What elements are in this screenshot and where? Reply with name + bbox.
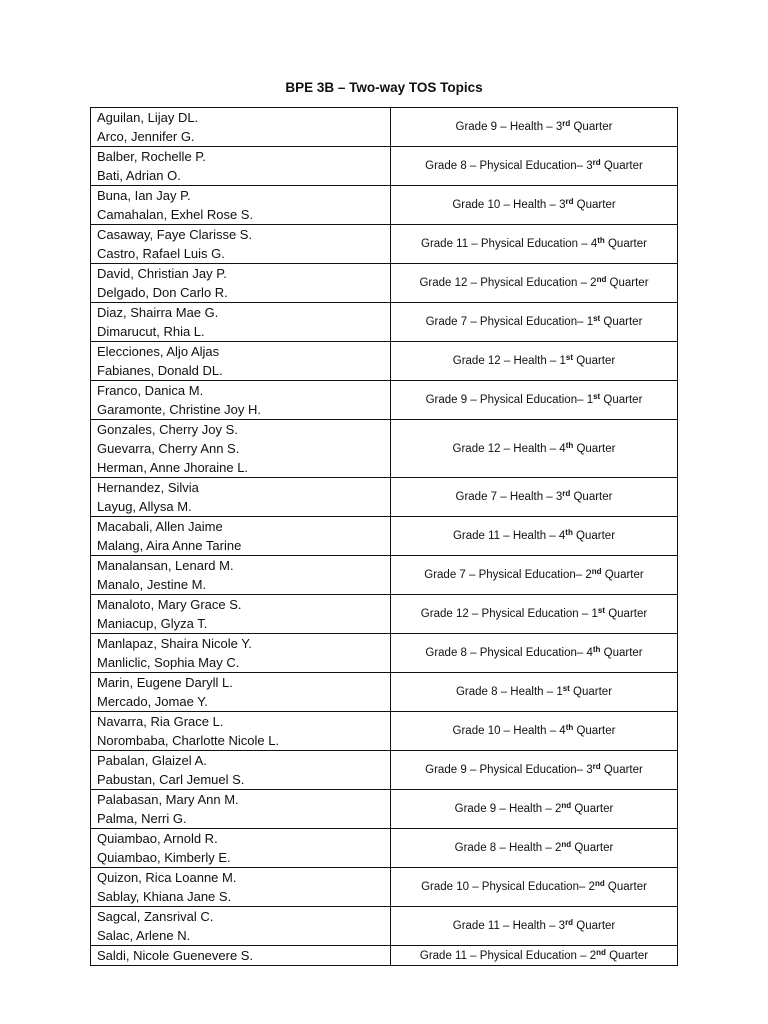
student-name: Delgado, Don Carlo R. [97, 285, 228, 300]
student-name: Quizon, Rica Loanne M. [97, 870, 237, 885]
topic-cell [391, 303, 678, 342]
ordinal-suffix: st [562, 684, 570, 693]
names-cell [91, 108, 391, 147]
ordinal-suffix: nd [596, 275, 607, 284]
table-row [91, 186, 678, 225]
names-cell [91, 342, 391, 381]
student-name: Aguilan, Lijay DL. [97, 110, 199, 125]
ordinal-suffix: nd [594, 879, 605, 888]
table-row [91, 829, 678, 868]
topic-text: Grade 7 – Physical Education– 1 [425, 316, 594, 328]
topic-text: Grade 9 – Physical Education– 3 [425, 764, 593, 776]
topic-cell [391, 420, 678, 478]
names-cell [91, 790, 391, 829]
topic-text: Grade 9 – Health – 3 [455, 121, 563, 133]
quarter-label: Quarter [573, 442, 616, 455]
student-name: Balber, Rochelle P. [97, 149, 206, 164]
table-row [91, 907, 678, 946]
quarter-label: Quarter [604, 881, 647, 893]
ordinal-suffix: nd [561, 840, 572, 849]
quarter-label: Quarter [600, 160, 643, 172]
student-name: Buna, Ian Jay P. [97, 188, 191, 203]
names-cell [91, 225, 391, 264]
topic-text: Grade 8 – Physical Education– 3 [425, 160, 593, 172]
quarter-label: Quarter [571, 803, 614, 815]
names-cell [91, 673, 391, 712]
quarter-label: Quarter [600, 394, 643, 406]
names-cell [91, 907, 391, 946]
student-name: Elecciones, Aljo Aljas [97, 344, 220, 359]
student-name: Fabianes, Donald DL. [97, 363, 223, 378]
topic-cell [391, 342, 678, 381]
student-name: Manliclic, Sophia May C. [97, 655, 240, 670]
ordinal-suffix: st [565, 353, 574, 362]
topic-text: Grade 12 – Physical Education – 2 [419, 277, 597, 289]
table-row [91, 673, 678, 712]
student-name: Arco, Jennifer G. [97, 129, 195, 144]
student-name: Guevarra, Cherry Ann S. [97, 441, 240, 456]
topic-text: Grade 8 – Health – 1 [455, 686, 563, 698]
ordinal-suffix: rd [592, 762, 601, 771]
quarter-label: Quarter [605, 949, 649, 962]
student-name: Saldi, Nicole Guenevere S. [97, 948, 254, 963]
student-name: Malang, Aira Anne Tarine [97, 538, 242, 553]
student-name: Dimarucut, Rhia L. [97, 324, 205, 339]
topic-cell [391, 634, 678, 673]
student-name: Casaway, Faye Clarisse S. [97, 227, 253, 242]
quarter-label: Quarter [571, 842, 614, 854]
names-cell [91, 712, 391, 751]
topic-text: Grade 10 – Physical Education– 2 [421, 881, 595, 893]
table-row [91, 556, 678, 595]
student-name: Pabustan, Carl Jemuel S. [97, 772, 245, 787]
ordinal-suffix: nd [561, 801, 572, 810]
student-name: Maniacup, Glyza T. [97, 616, 208, 631]
quarter-label: Quarter [600, 647, 643, 659]
student-name: Mercado, Jomae Y. [97, 694, 208, 709]
table-row [91, 946, 678, 966]
quarter-label: Quarter [604, 238, 647, 250]
quarter-label: Quarter [606, 277, 649, 289]
ordinal-suffix: rd [565, 918, 574, 927]
student-name: Norombaba, Charlotte Nicole L. [97, 733, 280, 748]
student-name: David, Christian Jay P. [97, 266, 227, 281]
names-cell [91, 478, 391, 517]
quarter-label: Quarter [573, 725, 616, 737]
quarter-label: Quarter [573, 199, 616, 211]
topic-cell [391, 712, 678, 751]
student-name: Castro, Rafael Luis G. [97, 246, 225, 261]
student-name: Navarra, Ria Grace L. [97, 714, 224, 729]
topic-text: Grade 9 – Physical Education– 1 [425, 394, 594, 406]
names-cell [91, 634, 391, 673]
quarter-label: Quarter [572, 530, 616, 542]
table-row [91, 712, 678, 751]
student-name: Macabali, Allen Jaime [97, 519, 223, 534]
topic-cell [391, 790, 678, 829]
topic-cell [391, 751, 678, 790]
ordinal-suffix: th [565, 723, 574, 732]
topic-text: Grade 9 – Health – 2 [454, 803, 562, 815]
student-name: Gonzales, Cherry Joy S. [97, 422, 238, 437]
student-name: Manaloto, Mary Grace S. [97, 597, 242, 612]
quarter-label: Quarter [605, 608, 648, 620]
names-cell [91, 829, 391, 868]
table-row [91, 751, 678, 790]
quarter-label: Quarter [601, 569, 644, 581]
table-row [91, 478, 678, 517]
student-name: Bati, Adrian O. [97, 168, 181, 183]
quarter-label: Quarter [570, 121, 613, 133]
ordinal-suffix: rd [565, 197, 574, 206]
names-cell [91, 751, 391, 790]
topic-cell [391, 907, 678, 946]
topic-cell [391, 829, 678, 868]
topic-cell [391, 673, 678, 712]
topic-text: Grade 11 – Physical Education – 4 [421, 238, 598, 250]
ordinal-suffix: rd [562, 119, 571, 128]
student-name: Manlapaz, Shaira Nicole Y. [97, 636, 252, 651]
page-title: BPE 3B – Two-way TOS Topics [285, 80, 483, 95]
table-row [91, 342, 678, 381]
ordinal-suffix: nd [591, 567, 602, 576]
topic-text: Grade 8 – Physical Education– 4 [425, 647, 593, 659]
names-cell [91, 147, 391, 186]
names-cell [91, 303, 391, 342]
table-row [91, 225, 678, 264]
topic-text: Grade 11 – Physical Education – 2 [419, 949, 597, 962]
student-name: Marin, Eugene Daryll L. [97, 675, 233, 690]
topic-cell [391, 225, 678, 264]
student-name: Quiambao, Arnold R. [97, 831, 218, 846]
topic-text: Grade 12 – Health – 1 [452, 355, 566, 367]
topic-cell [391, 556, 678, 595]
topic-cell [391, 147, 678, 186]
ordinal-suffix: rd [562, 489, 571, 498]
ordinal-suffix: th [592, 645, 601, 654]
quarter-label: Quarter [570, 491, 613, 503]
student-name: Pabalan, Glaizel A. [97, 753, 207, 768]
ordinal-suffix: th [565, 440, 574, 450]
topic-cell [391, 186, 678, 225]
topic-cell [391, 595, 678, 634]
topic-text: Grade 12 – Health – 4 [452, 442, 566, 455]
ordinal-suffix: st [593, 314, 601, 323]
ordinal-suffix: rd [592, 158, 601, 167]
topic-cell [391, 517, 678, 556]
student-name: Herman, Anne Jhoraine L. [97, 460, 249, 475]
student-name: Franco, Danica M. [97, 383, 204, 398]
student-name: Diaz, Shairra Mae G. [97, 305, 219, 320]
names-cell [91, 420, 391, 478]
topic-cell [391, 264, 678, 303]
student-name: Layug, Allysa M. [97, 499, 192, 514]
topic-cell [391, 868, 678, 907]
topic-text: Grade 10 – Health – 3 [452, 199, 566, 211]
table-row [91, 517, 678, 556]
topic-cell [391, 108, 678, 147]
topic-cell [391, 478, 678, 517]
student-name: Sagcal, Zansrival C. [97, 909, 214, 924]
table-row [91, 790, 678, 829]
student-name: Garamonte, Christine Joy H. [97, 402, 262, 417]
student-name: Manalo, Jestine M. [97, 577, 207, 592]
topic-text: Grade 8 – Health – 2 [454, 842, 562, 854]
topic-text: Grade 12 – Physical Education – 1 [420, 608, 598, 620]
student-name: Hernandez, Silvia [97, 480, 199, 495]
table-row [91, 147, 678, 186]
table-row [91, 634, 678, 673]
ordinal-suffix: nd [596, 947, 606, 957]
student-name: Salac, Arlene N. [97, 928, 191, 943]
table-row [91, 303, 678, 342]
table-row [91, 108, 678, 147]
quarter-label: Quarter [573, 920, 616, 932]
topic-cell [391, 381, 678, 420]
topic-text: Grade 11 – Health – 4 [452, 530, 566, 542]
student-name: Palma, Nerri G. [97, 811, 187, 826]
table-row [91, 381, 678, 420]
ordinal-suffix: st [597, 606, 606, 615]
table-row [91, 264, 678, 303]
names-cell [91, 186, 391, 225]
topic-text: Grade 11 – Health – 3 [452, 920, 566, 932]
topic-text: Grade 7 – Health – 3 [455, 491, 563, 503]
topic-text: Grade 10 – Health – 4 [452, 725, 566, 737]
ordinal-suffix: th [565, 528, 573, 537]
table-row [91, 595, 678, 634]
quarter-label: Quarter [569, 686, 613, 698]
topic-cell [391, 946, 678, 966]
names-cell [91, 381, 391, 420]
topic-text: Grade 7 – Physical Education– 2 [424, 569, 592, 581]
names-cell [91, 868, 391, 907]
names-cell [91, 595, 391, 634]
quarter-label: Quarter [600, 316, 643, 328]
topics-table-body [91, 108, 678, 966]
quarter-label: Quarter [600, 764, 643, 776]
student-name: Quiambao, Kimberly E. [97, 850, 231, 865]
quarter-label: Quarter [573, 355, 616, 367]
student-name: Palabasan, Mary Ann M. [97, 792, 239, 807]
names-cell [91, 264, 391, 303]
topics-table [90, 107, 678, 966]
table-row [91, 420, 678, 478]
student-name: Manalansan, Lenard M. [97, 558, 234, 573]
ordinal-suffix: th [597, 236, 605, 245]
names-cell [91, 946, 391, 966]
names-cell [91, 517, 391, 556]
student-name: Camahalan, Exhel Rose S. [97, 207, 254, 222]
table-row [91, 868, 678, 907]
ordinal-suffix: st [593, 392, 601, 401]
names-cell [91, 556, 391, 595]
student-name: Sablay, Khiana Jane S. [97, 889, 232, 904]
